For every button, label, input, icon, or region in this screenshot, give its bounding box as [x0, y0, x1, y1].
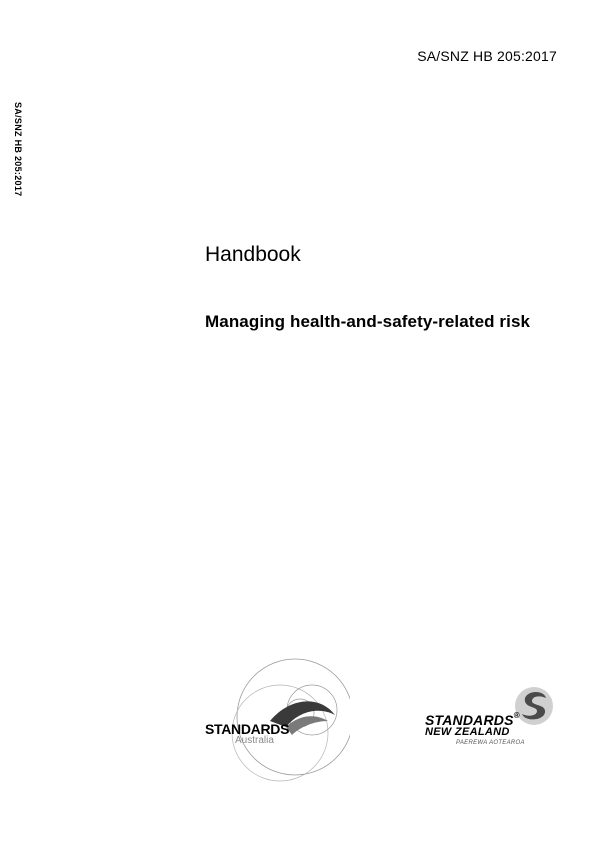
document-type-label: Handbook: [205, 243, 301, 266]
document-title: Managing health-and-safety-related risk: [205, 312, 531, 331]
standards-australia-subtitle: Australia: [235, 735, 274, 746]
standards-australia-wordmark: STANDARDS: [205, 721, 290, 737]
standards-nz-maori-name: PAEREWA AOTEAROA: [456, 740, 525, 746]
standards-nz-logo: [420, 684, 565, 754]
standards-nz-subtitle: NEW ZEALAND: [425, 726, 510, 738]
registered-mark: ®: [513, 711, 520, 720]
spine-document-id: SA/SNZ HB 205:2017: [13, 102, 23, 197]
document-id: SA/SNZ HB 205:2017: [417, 48, 557, 64]
standards-nz-word: STANDARDS: [425, 712, 514, 728]
standards-australia-logo: [200, 655, 350, 795]
